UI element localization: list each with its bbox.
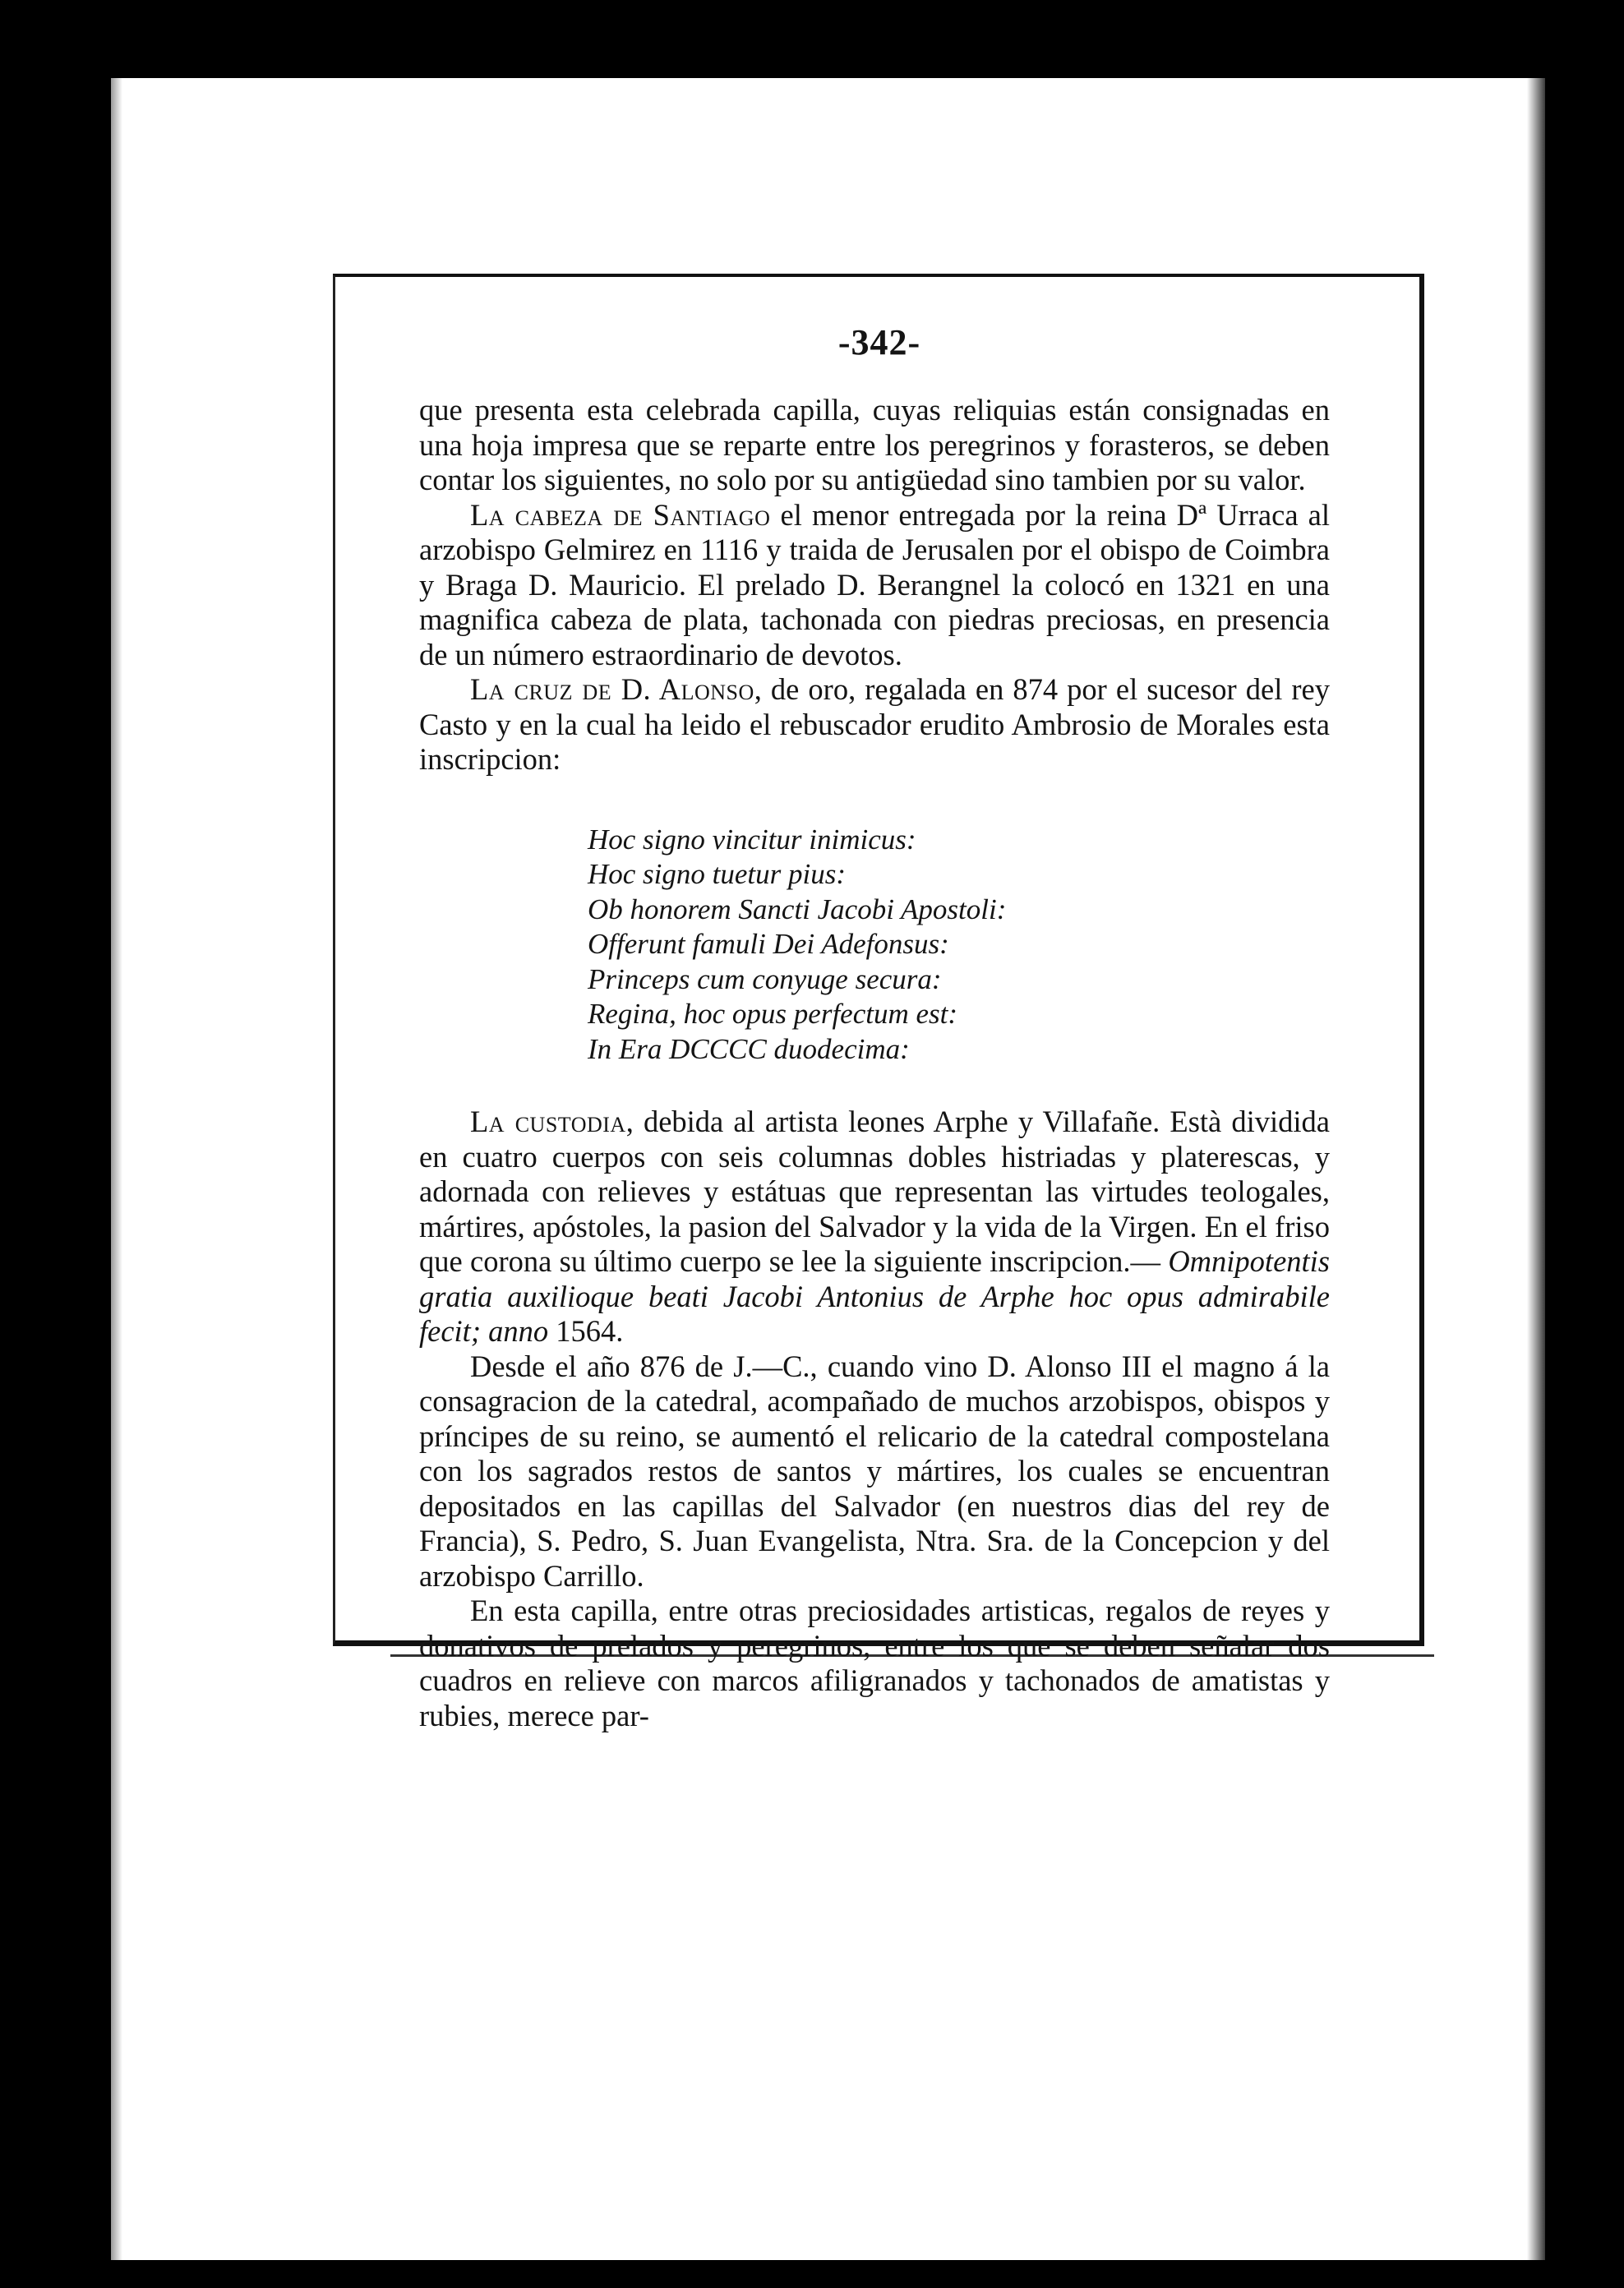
inscription-line: Regina, hoc opus perfectum est: [588, 998, 958, 1030]
text-custodia: , debida al artista leones Arphe y Villafañe. Està dividida en cuatro cuerpos con seis columnas dobles histriadas y platerescas, y adornada con relieves y estátuas que representan las virtudes teologales, mártires, apóstoles, la pasion del Salvador y la vida de la Virgen. En el friso que corona su último cuerpo se lee la siguiente inscripcion.— [419, 1105, 1330, 1278]
text-cross-of-alonso: , de oro, regalada en 874 por el sucesor del rey Casto y en la cual ha leido el rebuscador erudito Ambrosio de Morales esta inscripcion: [419, 672, 1330, 776]
inscription-line: Offerunt famuli Dei Adefonsus: [588, 928, 949, 960]
custodia-year: 1564. [548, 1314, 624, 1348]
heading-custodia: La custodia [470, 1105, 626, 1138]
paragraph-head-of-santiago [419, 498, 1330, 673]
page-content [419, 322, 1330, 1733]
text-head-of-santiago: el menor entregada por la reina Dª Urraca al arzobispo Gelmirez en 1116 y traida de Jerusalen por el obispo de Coimbra y Braga D. Mauricio. El prelado D. Berangnel la colocó en 1321 en una magnifica cabeza de plata, tachonada con piedras preciosas, en presencia de un número estraordinario de devotos. [419, 497, 1330, 671]
paragraph-relics-intro: que presenta esta celebrada capilla, cuyas reliquias están consignadas en una hoja impresa que se reparte entre los peregrinos y forasteros, se deben contar los siguientes, no solo por su antigüedad sino tambien por su valor. [419, 393, 1330, 496]
inscription-line: Hoc signo vincitur inimicus: [588, 823, 916, 856]
page-number: -342- [837, 322, 921, 362]
heading-cross-of-alonso: La cruz de D. Alonso [470, 672, 754, 706]
page-left-shadow [111, 78, 122, 2260]
paragraph-chapel-treasures: En esta capilla, entre otras preciosidades artisticas, regalos de reyes y donativos de prelados y peregrinos, entre los que se deben señalar dos cuadros en relieve con marcos afiligranados y tachonados de amatistas y rubies, merece par- [419, 1594, 1330, 1732]
custodia-inscription: Omnipotentis gratia auxilioque beati Jacobi Antonius de Arphe hoc opus admirabile fecit; anno [419, 1244, 1330, 1348]
latin-inscription [588, 823, 1330, 1068]
paragraph-custodia [419, 1105, 1330, 1349]
paragraph-cross-of-alonso [419, 672, 1330, 777]
inscription-line: Ob honorem Sancti Jacobi Apostoli: [588, 893, 1007, 925]
inscription-line: Princeps cum conyuge secura: [588, 962, 942, 995]
inscription-line: Hoc signo tuetur pius: [588, 858, 847, 890]
page-right-shadow [1527, 78, 1545, 2260]
paragraph-relicario-history: Desde el año 876 de J.—C., cuando vino D. Alonso III el magno á la consagracion de la catedral, acompañado de muchos arzobispos, obispos y príncipes de su reino, se aumentó el relicario de la catedral compostelana con los sagrados restos de santos y mártires, los cuales se encuentran depositados en las capillas del Salvador (en nuestros dias del rey de Francia), S. Pedro, S. Juan Evangelista, Ntra. Sra. de la Concepcion y del arzobispo Carrillo. [419, 1349, 1330, 1593]
inscription-line: In Era DCCCC duodecima: [588, 1032, 910, 1065]
heading-head-of-santiago: La cabeza de Santiago [470, 497, 771, 532]
